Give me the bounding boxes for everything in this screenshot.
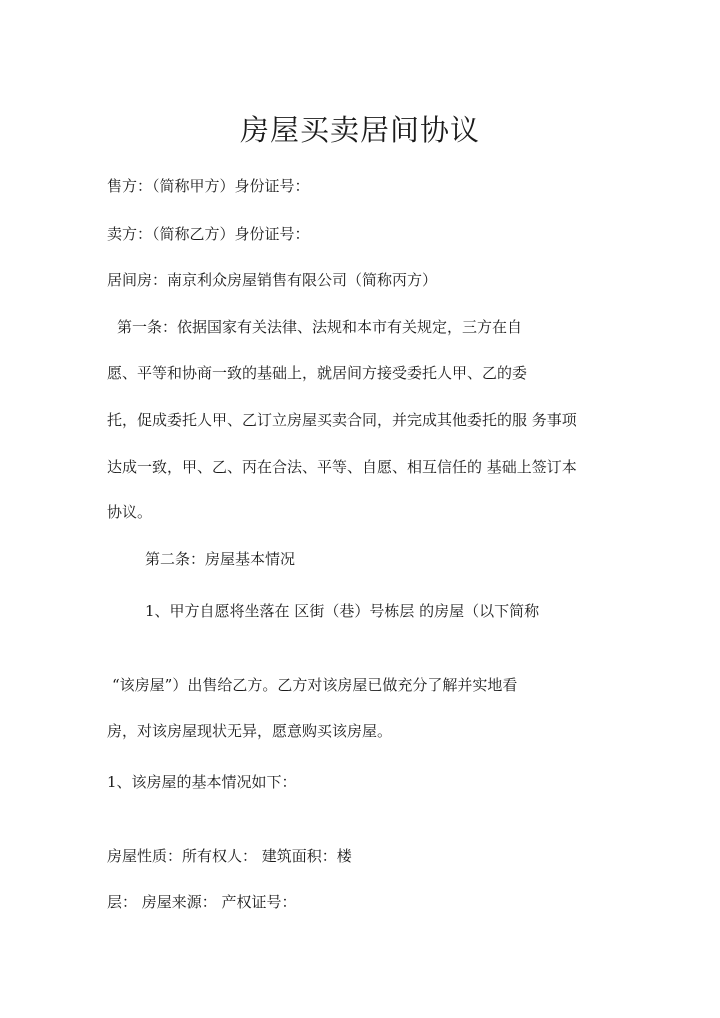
article-2-para-1-line-3: 房，对该房屋现状无异，愿意购买该房屋。 xyxy=(107,722,393,740)
document-title: 房屋买卖居间协议 xyxy=(239,113,480,147)
article-2-para-1-line-2: “该房屋”）出售给乙方。乙方对该房屋已做充分了解并实地看 xyxy=(112,676,518,694)
article-1-line-4: 达成一致，甲、乙、丙在合法、平等、自愿、相互信任的 基础上签订本 xyxy=(107,458,577,476)
article-2-para-1-line-1: 1、甲方自愿将坐落在 区街（巷）号栋层 的房屋（以下简称 xyxy=(145,602,540,620)
buyer-line: 卖方：（简称乙方）身份证号： xyxy=(107,225,310,243)
article-1-line-1: 第一条：依据国家有关法律、法规和本市有关规定，三方在自 xyxy=(117,318,523,336)
article-2-heading: 第二条：房屋基本情况 xyxy=(145,550,296,568)
agent-line: 居间房：南京利众房屋销售有限公司（简称丙方） xyxy=(107,271,438,289)
property-details-heading: 1、该房屋的基本情况如下： xyxy=(107,773,297,791)
property-details-line-2: 层： 房屋来源： 产权证号： xyxy=(107,893,297,911)
article-1-line-2: 愿、平等和协商一致的基础上，就居间方接受委托人甲、乙的委 xyxy=(107,364,528,382)
seller-line: 售方：（简称甲方）身份证号： xyxy=(107,177,310,195)
article-1-line-5: 协议。 xyxy=(107,503,153,521)
article-1-line-3: 托，促成委托人甲、乙订立房屋买卖合同，并完成其他委托的服 务事项 xyxy=(107,411,577,429)
property-details-line-1: 房屋性质：所有权人： 建筑面积：楼 xyxy=(107,847,352,865)
